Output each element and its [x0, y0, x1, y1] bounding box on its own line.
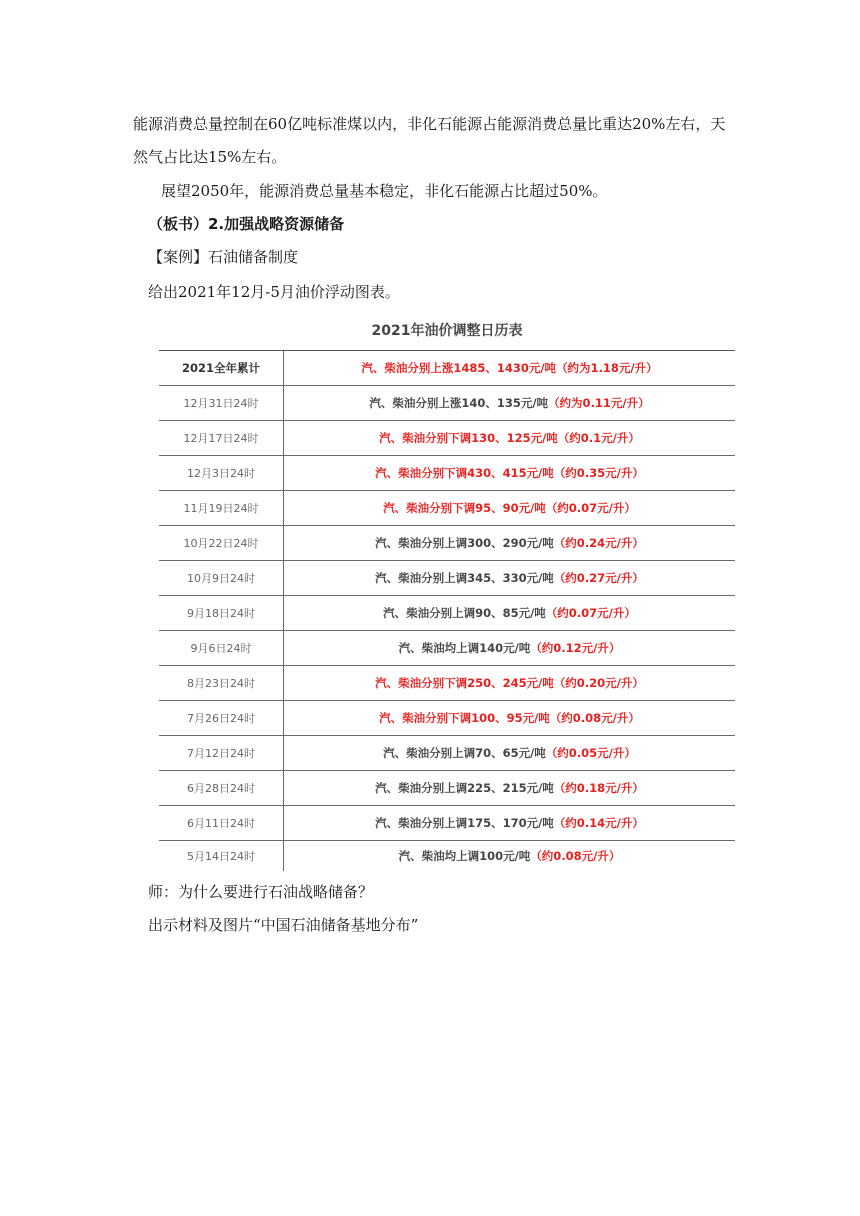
table-cell-adjustment [284, 771, 735, 805]
table-cell-adjustment [284, 526, 735, 560]
adjustment-note: （约0.07元/升） [545, 606, 636, 620]
table-cell-adjustment [284, 456, 735, 490]
adjustment-text: 汽、柴油分别下调250、245元/吨 [375, 676, 554, 690]
table-cell-adjustment [284, 631, 735, 665]
table-cell-date: 12月3日24时 [159, 456, 284, 490]
adjustment-text: 汽、柴油均上调100元/吨 [398, 849, 531, 863]
paragraph: 出示材料及图片“中国石油储备基地分布” [148, 916, 419, 934]
table-cell-adjustment [284, 666, 735, 700]
adjustment-note: （约0.18元/升） [553, 781, 644, 795]
table-row [159, 456, 735, 491]
table-cell-adjustment [284, 351, 735, 385]
adjustment-text: 汽、柴油分别上调300、290元/吨 [375, 536, 554, 550]
table-cell-date: 12月17日24时 [159, 421, 284, 455]
table-cell-adjustment [284, 386, 735, 420]
adjustment-note: （约0.24元/升） [553, 536, 644, 550]
adjustment-text: 汽、柴油分别上调70、65元/吨 [383, 746, 546, 760]
adjustment-note: （约为0.11元/升） [548, 396, 650, 410]
table-cell-adjustment [284, 806, 735, 840]
section-heading: （板书）2.加强战略资源储备 [148, 215, 345, 233]
table-cell-adjustment [284, 491, 735, 525]
paragraph: 给出2021年12月-5月油价浮动图表。 [148, 283, 400, 301]
table-cell-adjustment [284, 596, 735, 630]
adjustment-note: （约0.14元/升） [553, 816, 644, 830]
table-row [159, 701, 735, 736]
table-cell-date: 7月26日24时 [159, 701, 284, 735]
table-cell-adjustment [284, 421, 735, 455]
table-row [159, 491, 735, 526]
adjustment-note: （约0.08元/升） [549, 711, 640, 725]
adjustment-text: 汽、柴油分别上调90、85元/吨 [383, 606, 546, 620]
table-row [159, 666, 735, 701]
table-row [159, 561, 735, 596]
table-row [159, 596, 735, 631]
adjustment-note: （约0.08元/升） [530, 849, 621, 863]
paragraph: 师：为什么要进行石油战略储备？ [148, 883, 374, 901]
adjustment-text: 汽、柴油分别上涨140、135元/吨 [369, 396, 549, 410]
adjustment-text: 汽、柴油均上调140元/吨 [398, 641, 531, 655]
adjustment-note: （约0.05元/升） [545, 746, 636, 760]
table-cell-date: 9月6日24时 [159, 631, 284, 665]
table-cell-date: 12月31日24时 [159, 386, 284, 420]
adjustment-note: （约0.1元/升） [557, 431, 640, 445]
table-cell-date: 9月18日24时 [159, 596, 284, 630]
table-title: 2021年油价调整日历表 [371, 323, 523, 339]
table-cell-adjustment [284, 841, 735, 871]
table-row [159, 526, 735, 561]
table-row [159, 736, 735, 771]
table-row [159, 806, 735, 841]
adjustment-text: 汽、柴油分别上调175、170元/吨 [375, 816, 554, 830]
table-cell-date: 6月11日24时 [159, 806, 284, 840]
table-cell-adjustment [284, 561, 735, 595]
table-cell-date: 10月9日24时 [159, 561, 284, 595]
paragraph-line: 能源消费总量控制在60亿吨标准煤以内，非化石能源占能源消费总量比重达20%左右，天 [133, 115, 726, 133]
table-header-row [159, 351, 735, 386]
adjustment-note: （约0.12元/升） [530, 641, 621, 655]
table-cell-date: 5月14日24时 [159, 841, 284, 871]
adjustment-note: （约0.35元/升） [553, 466, 644, 480]
table-cell-adjustment [284, 736, 735, 770]
adjustment-text: 汽、柴油分别下调100、95元/吨 [379, 711, 550, 725]
adjustment-text: 汽、柴油分别上调225、215元/吨 [375, 781, 554, 795]
adjustment-note: （约0.07元/升） [545, 501, 636, 515]
paragraph: 展望2050年，能源消费总量基本稳定，非化石能源占比超过50%。 [161, 182, 608, 200]
table-cell-date: 8月23日24时 [159, 666, 284, 700]
table-cell-date: 7月12日24时 [159, 736, 284, 770]
adjustment-text: 汽、柴油分别下调130、125元/吨 [379, 431, 558, 445]
table-cell-date: 11月19日24时 [159, 491, 284, 525]
adjustment-text: 汽、柴油分别下调430、415元/吨 [375, 466, 554, 480]
table-row [159, 771, 735, 806]
adjustment-note: （约0.27元/升） [553, 571, 644, 585]
adjustment-text: 汽、柴油分别上涨1485、1430元/吨 [361, 361, 557, 375]
table-cell-date: 10月22日24时 [159, 526, 284, 560]
paragraph-line: 然气占比达15%左右。 [133, 148, 287, 166]
adjustment-text: 汽、柴油分别下调95、90元/吨 [383, 501, 546, 515]
oil-price-table [159, 350, 735, 871]
table-row [159, 631, 735, 666]
table-cell-date: 6月28日24时 [159, 771, 284, 805]
table-row [159, 421, 735, 456]
table-row [159, 841, 735, 871]
adjustment-text: 汽、柴油分别上调345、330元/吨 [375, 571, 554, 585]
adjustment-note: （约为1.18元/升） [556, 361, 658, 375]
table-cell-date: 2021全年累计 [159, 351, 284, 385]
table-cell-adjustment [284, 701, 735, 735]
table-row [159, 386, 735, 421]
case-heading: 【案例】石油储备制度 [148, 248, 299, 266]
adjustment-note: （约0.20元/升） [553, 676, 644, 690]
